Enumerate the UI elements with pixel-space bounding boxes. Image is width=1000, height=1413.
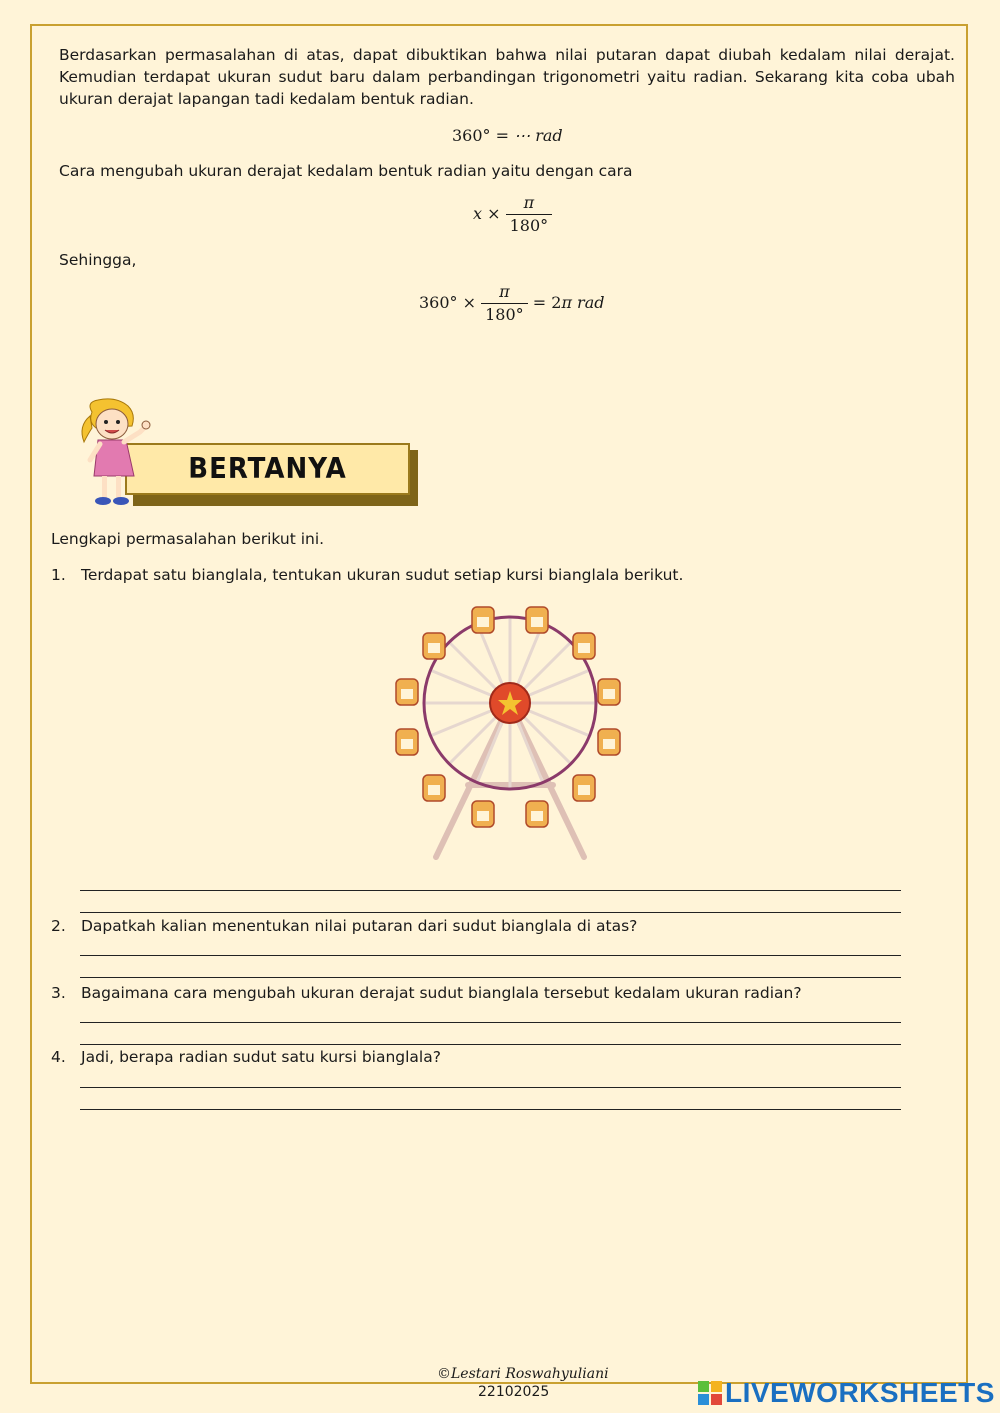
liveworksheets-logo[interactable] xyxy=(698,1377,995,1409)
answer-line[interactable] xyxy=(80,1022,901,1023)
ferris-wheel-illustration xyxy=(388,595,633,867)
answer-line[interactable] xyxy=(80,1109,901,1110)
question-4: 4. Jadi, berapa radian sudut satu kursi bianglala? xyxy=(51,1048,441,1066)
answer-line[interactable] xyxy=(80,977,901,978)
question-3: 3. Bagaimana cara mengubah ukuran derajat sudut bianglala tersebut kedalam ukuran radian? xyxy=(51,984,802,1002)
liveworksheets-text: LIVEWORKSHEETS xyxy=(725,1377,995,1408)
answer-line[interactable] xyxy=(80,890,901,891)
footer-id: 22102025 xyxy=(478,1384,550,1400)
sehingga-label: Sehingga, xyxy=(59,251,137,269)
bertanya-banner xyxy=(125,443,410,495)
answer-line[interactable] xyxy=(80,1044,901,1045)
girl-illustration xyxy=(76,398,156,510)
footer-author: ©Lestari Roswahyuliani xyxy=(437,1366,609,1382)
method-text: Cara mengubah ukuran derajat kedalam bentuk radian yaitu dengan cara xyxy=(59,162,633,180)
intro-paragraph: Berdasarkan permasalahan di atas, dapat dibuktikan bahwa nilai putaran dapat diubah kedalam nilai derajat. Kemudian terdapat ukuran sudut baru dalam perbandingan trigonometri yaitu radian. Sekarang kita coba ubah ukuran derajat lapangan tadi kedalam bentuk radian. xyxy=(59,46,955,108)
instruction-text: Lengkapi permasalahan berikut ini. xyxy=(51,530,325,548)
equation-360-rad: 360° = ⋯ rad xyxy=(452,126,563,145)
answer-line[interactable] xyxy=(80,955,901,956)
liveworksheets-icon xyxy=(698,1381,722,1405)
equation-conversion-formula: x × $\frac{\pi}{180^\circ}$ xyxy=(473,192,552,237)
answer-line[interactable] xyxy=(80,1087,901,1088)
question-1: 1. Terdapat satu bianglala, tentukan ukuran sudut setiap kursi bianglala berikut. xyxy=(51,566,684,584)
answer-line[interactable] xyxy=(80,912,901,913)
question-2: 2. Dapatkah kalian menentukan nilai putaran dari sudut bianglala di atas? xyxy=(51,917,638,935)
banner-title: BERTANYA xyxy=(188,452,347,486)
equation-result: 360° × $\frac{\pi}{180^\circ}$ = 2π rad xyxy=(419,282,605,324)
